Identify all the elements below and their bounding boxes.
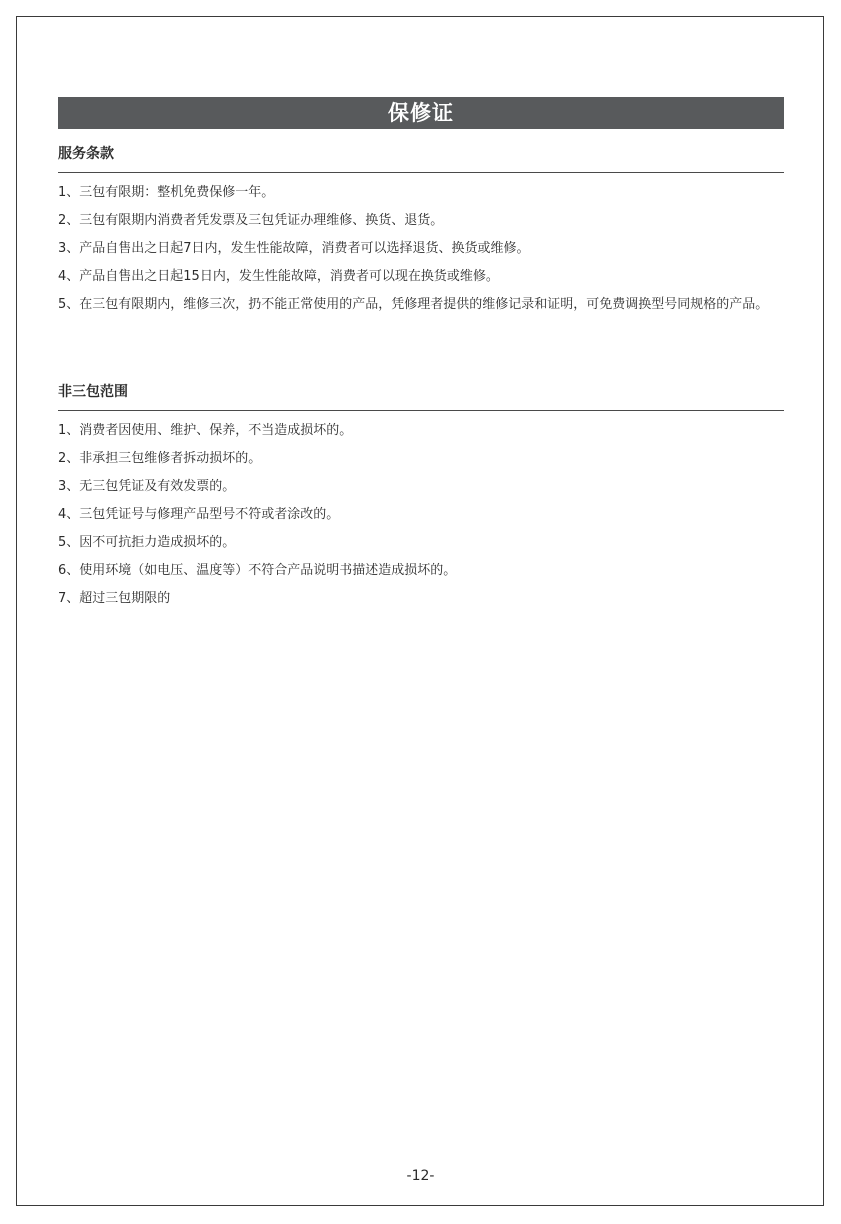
service-terms-list: [58, 183, 784, 315]
item-text: 三包凭证号与修理产品型号不符或者涂改的。: [79, 507, 340, 522]
list-item: [58, 295, 784, 315]
item-text: 消费者因使用、维护、保养，不当造成损坏的。: [79, 423, 353, 438]
list-item: [58, 561, 784, 581]
list-item: [58, 505, 784, 525]
item-number: 6、: [58, 563, 80, 578]
service-terms-heading: 服务条款: [58, 143, 784, 173]
list-item: [58, 239, 784, 259]
list-item: [58, 533, 784, 553]
item-number: 3、: [58, 479, 80, 494]
list-item: [58, 589, 784, 609]
list-item: [58, 267, 784, 287]
non-warranty-list: [58, 421, 784, 609]
item-text: 超过三包期限的: [79, 591, 171, 606]
item-text: 产品自售出之日起15日内，发生性能故障，消费者可以现在换货或维修。: [79, 269, 499, 284]
non-warranty-section: [58, 381, 784, 617]
list-item: [58, 183, 784, 203]
item-text: 非承担三包维修者拆动损坏的。: [79, 451, 262, 466]
item-number: 1、: [58, 185, 80, 200]
item-text: 三包有限期：整机免费保修一年。: [79, 185, 275, 200]
page-number: -12-: [406, 1168, 435, 1184]
item-number: 3、: [58, 241, 80, 256]
list-item: [58, 211, 784, 231]
item-number: 7、: [58, 591, 80, 606]
item-text: 使用环境（如电压、温度等）不符合产品说明书描述造成损坏的。: [79, 563, 457, 578]
item-text: 无三包凭证及有效发票的。: [79, 479, 236, 494]
list-item: [58, 421, 784, 441]
item-number: 2、: [58, 451, 80, 466]
item-number: 4、: [58, 269, 80, 284]
item-text: 产品自售出之日起7日内，发生性能故障，消费者可以选择退货、换货或维修。: [79, 241, 530, 256]
item-number: 5、: [58, 535, 80, 550]
item-number: 5、: [58, 297, 80, 312]
list-item: [58, 449, 784, 469]
item-text: 因不可抗拒力造成损坏的。: [79, 535, 236, 550]
warranty-title: 保修证: [58, 97, 784, 129]
item-text: 三包有限期内消费者凭发票及三包凭证办理维修、换货、退货。: [79, 213, 444, 228]
item-number: 2、: [58, 213, 80, 228]
item-number: 1、: [58, 423, 80, 438]
non-warranty-heading: 非三包范围: [58, 381, 784, 411]
item-number: 4、: [58, 507, 80, 522]
item-text: 在三包有限期内，维修三次，扔不能正常使用的产品，凭修理者提供的维修记录和证明，可免费调换型号同规格的产品。: [79, 297, 769, 312]
service-terms-section: [58, 143, 784, 323]
list-item: [58, 477, 784, 497]
